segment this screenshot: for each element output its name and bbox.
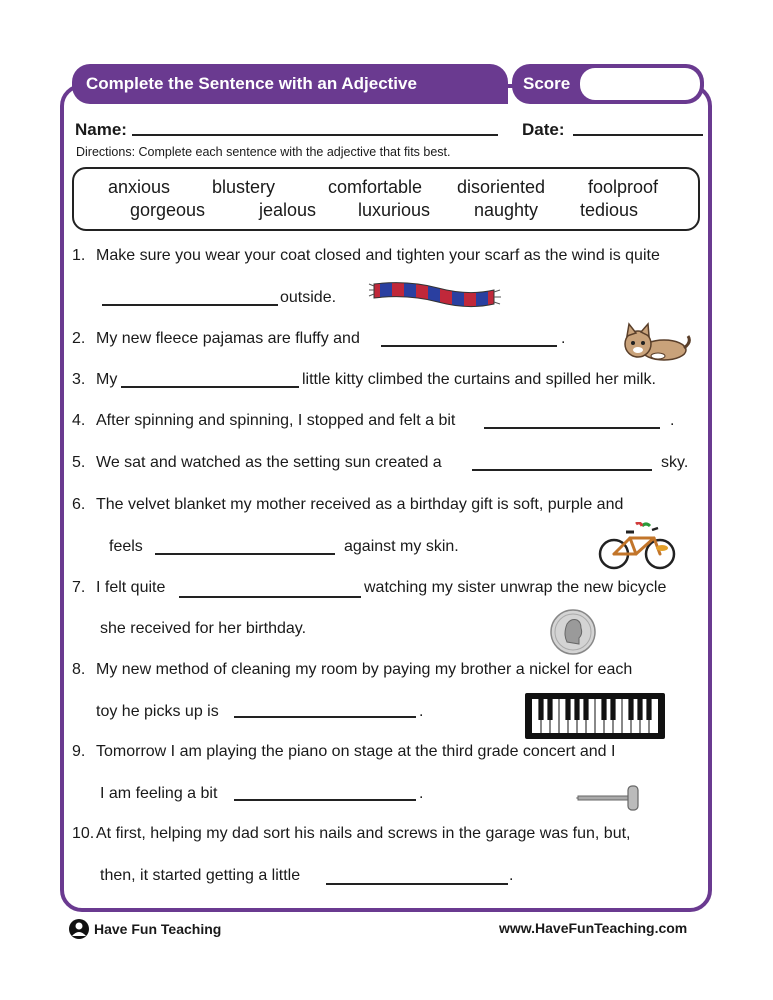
word-bank-item: comfortable	[328, 177, 423, 197]
cat-icon	[618, 322, 692, 364]
question-number: 8.	[72, 661, 86, 678]
word-bank-item: disoriented	[457, 177, 546, 197]
question-number: 10.	[72, 825, 95, 842]
question-number: 4.	[72, 412, 86, 429]
footer-logo	[68, 918, 221, 940]
question-5-after: sky.	[661, 454, 689, 471]
question-1-line-1: 1. Make sure you wear your coat closed and tighten your scarf as the wind is quite	[72, 247, 660, 264]
bicycle-icon	[596, 522, 678, 570]
answer-blank-5[interactable]	[472, 469, 652, 471]
question-8-line-1: 8. My new method of cleaning my room by paying my brother a nickel for each	[72, 661, 633, 678]
answer-blank-4[interactable]	[484, 427, 660, 429]
score-label: Score	[523, 74, 571, 93]
question-8-before: toy he picks up is	[96, 703, 219, 720]
score-field[interactable]	[580, 68, 700, 100]
question-2-after: .	[561, 330, 566, 347]
word-bank-item: luxurious	[358, 200, 431, 220]
scarf-icon	[368, 274, 508, 312]
question-7-line-2: she received for her birthday.	[100, 620, 307, 637]
word-bank-item: tedious	[580, 200, 639, 220]
question-10-before: then, it started getting a little	[100, 867, 301, 884]
answer-blank-3[interactable]	[121, 386, 299, 388]
answer-blank-1[interactable]	[102, 304, 278, 306]
answer-blank-2[interactable]	[381, 345, 557, 347]
question-3-after: little kitty climbed the curtains and spilled her milk.	[302, 371, 656, 388]
question-number: 5.	[72, 454, 86, 471]
question-9-line-1: 9. Tomorrow I am playing the piano on stage at the third grade concert and I	[72, 743, 616, 760]
question-number: 7.	[72, 579, 86, 596]
question-9-after: .	[419, 785, 424, 802]
question-4: 4. After spinning and spinning, I stopped and felt a bit	[72, 412, 456, 429]
piano-keyboard-icon	[524, 692, 666, 740]
question-6-after: against my skin.	[344, 538, 459, 555]
word-bank-item: gorgeous	[130, 200, 206, 220]
question-number: 6.	[72, 496, 86, 513]
directions: Directions: Complete each sentence with the adjective that fits best.	[76, 145, 451, 159]
nail-icon	[576, 784, 644, 812]
question-5: 5. We sat and watched as the setting sun created a	[72, 454, 442, 471]
question-7: 7. I felt quite	[72, 579, 166, 596]
answer-blank-8[interactable]	[234, 716, 416, 718]
question-number: 1.	[72, 247, 86, 264]
question-8-after: .	[419, 703, 424, 720]
question-2: 2. My new fleece pajamas are fluffy and	[72, 330, 360, 347]
answer-blank-6[interactable]	[155, 553, 335, 555]
question-6-line-1: 6. The velvet blanket my mother received as a birthday gift is soft, purple and	[72, 496, 624, 513]
answer-blank-9[interactable]	[234, 799, 416, 801]
question-10-after: .	[509, 867, 514, 884]
date-line[interactable]	[573, 134, 703, 136]
question-9-before: I am feeling a bit	[100, 785, 218, 802]
question-3: 3. My	[72, 371, 118, 388]
word-bank-item: blustery	[212, 177, 276, 197]
question-6-before: feels	[109, 538, 143, 555]
date-label: Date:	[522, 120, 565, 139]
footer-brand: Have Fun Teaching	[94, 921, 222, 937]
question-number: 3.	[72, 371, 86, 388]
worksheet-title: Complete the Sentence with an Adjective	[72, 64, 508, 104]
score-box	[512, 64, 704, 104]
question-1-after: outside.	[280, 289, 337, 306]
answer-blank-10[interactable]	[326, 883, 508, 885]
word-bank	[72, 167, 700, 231]
nickel-coin-icon	[549, 608, 597, 656]
word-bank-item: anxious	[108, 177, 171, 197]
question-number: 9.	[72, 743, 86, 760]
word-bank-item: foolproof	[588, 177, 659, 197]
footer-url[interactable]: www.HaveFunTeaching.com	[499, 920, 688, 936]
word-bank-item: jealous	[259, 200, 317, 220]
name-line[interactable]	[132, 134, 498, 136]
question-10-line-1: 10. At first, helping my dad sort his nails and screws in the garage was fun, but,	[72, 825, 631, 842]
word-bank-item: naughty	[474, 200, 539, 220]
question-4-after: .	[670, 412, 675, 429]
question-7-after: watching my sister unwrap the new bicycle	[364, 579, 667, 596]
question-number: 2.	[72, 330, 86, 347]
answer-blank-7[interactable]	[179, 596, 361, 598]
name-label: Name:	[75, 120, 127, 139]
brand-logo-icon	[68, 918, 90, 940]
